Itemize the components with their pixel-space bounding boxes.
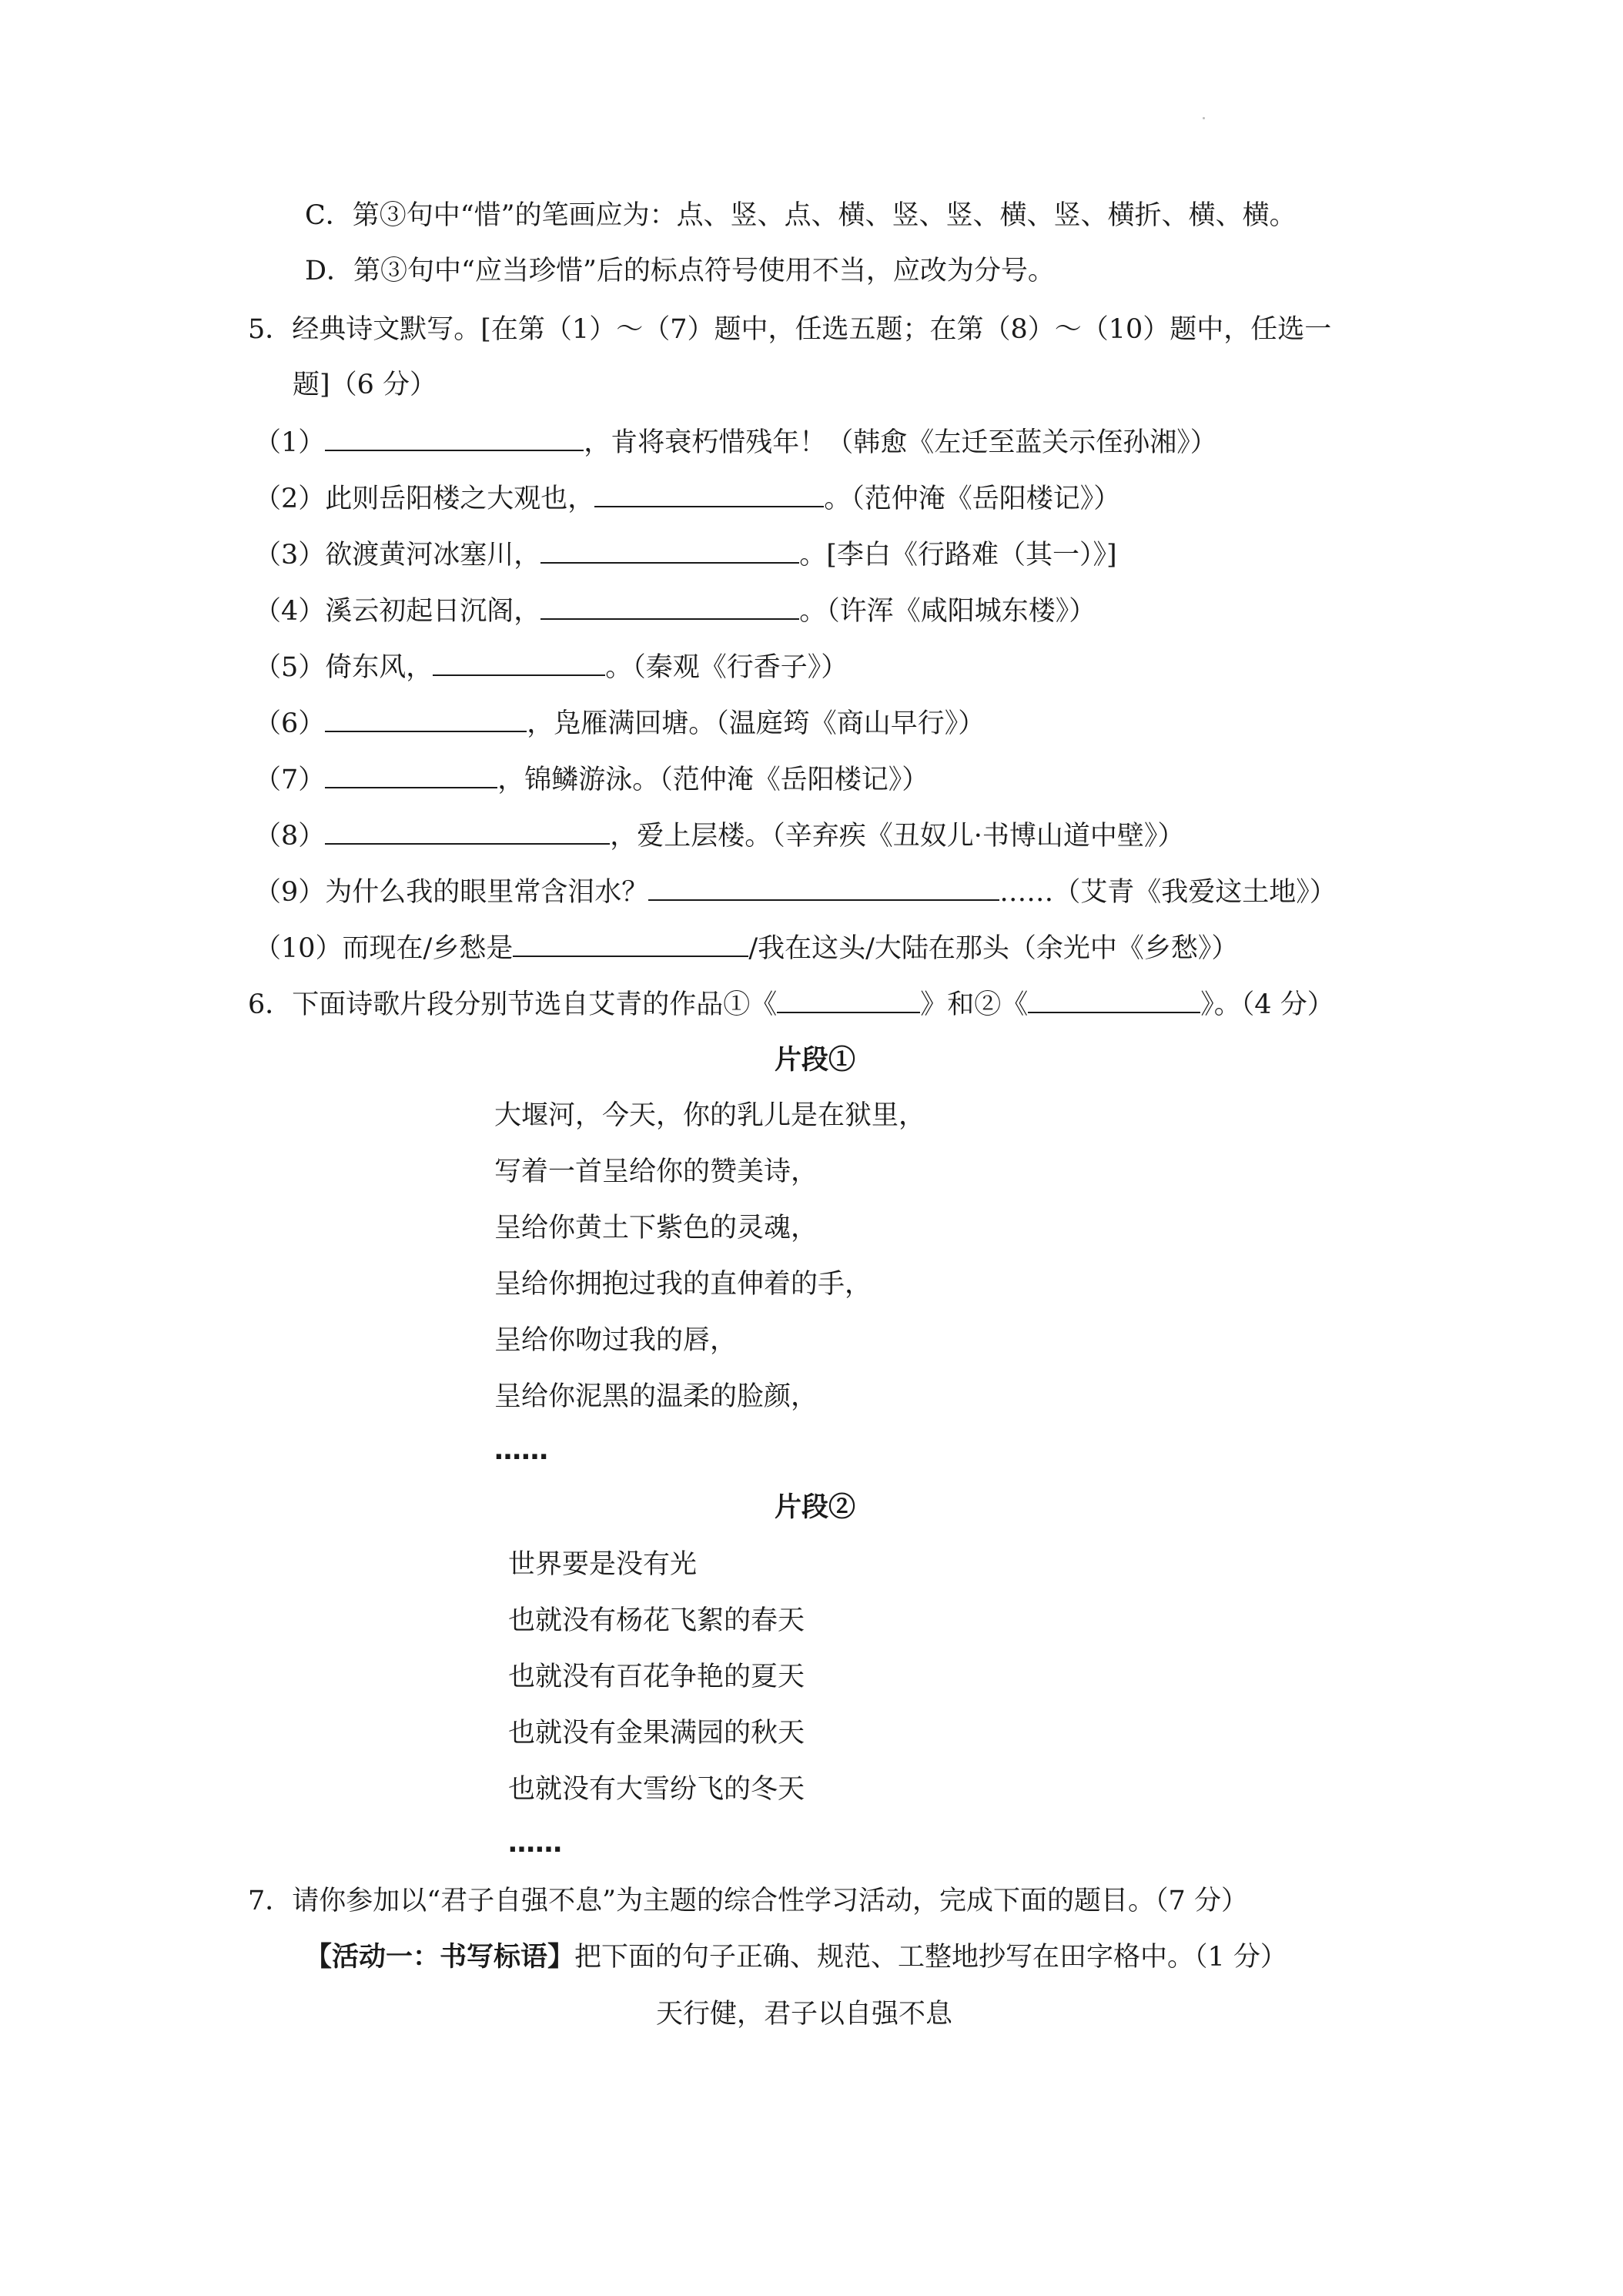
fragment2-line: 也就没有金果满园的秋天 [508, 1718, 805, 1749]
fill-blank[interactable] [540, 594, 799, 620]
activity-text: 把下面的句子正确、规范、工整地抄写在田字格中。（1 分） [574, 1942, 1287, 1973]
item-text: 。（范仲淹《岳阳楼记》） [824, 484, 1121, 514]
item-text: 而现在/乡愁是 [342, 933, 514, 964]
fragment1-title: 片段① [775, 1044, 856, 1076]
q5-item-6 [254, 706, 985, 741]
fill-blank[interactable] [433, 650, 605, 676]
fill-blank[interactable] [648, 875, 999, 901]
item-text: 倚东风， [325, 652, 433, 683]
fill-blank[interactable] [1028, 987, 1200, 1013]
item-text: ，爱上层楼。（辛弃疾《丑奴儿·书博山道中壁》） [610, 821, 1185, 852]
fragment1-line: 呈给你拥抱过我的直伸着的手， [494, 1269, 872, 1300]
item-number: （6） [254, 708, 326, 739]
item-text: 溪云初起日沉阁， [325, 596, 541, 627]
q5-item-4 [254, 594, 1096, 628]
q5-item-3 [254, 537, 1117, 572]
item-text: 为什么我的眼里常含泪水？ [325, 877, 649, 908]
fragment1-ellipsis: …… [494, 1435, 548, 1466]
fragment1-line: 大堰河，今天，你的乳儿是在狱里， [494, 1100, 926, 1131]
item-text: ，肯将衰朽惜残年！（韩愈《左迁至蓝关示侄孙湘》） [584, 427, 1217, 458]
fragment2-line: 世界要是没有光 [508, 1549, 698, 1580]
item-text: ……（艾青《我爱这土地》） [999, 877, 1337, 908]
fill-blank[interactable] [325, 818, 610, 845]
q5-prompt-line1: 5．经典诗文默写。[在第（1）～（7）题中，任选五题；在第（8）～（10）题中，任选一 [248, 314, 1332, 345]
item-number: （3） [254, 540, 326, 571]
q6-prompt [248, 987, 1334, 1022]
fragment2-ellipsis: …… [508, 1828, 562, 1859]
q5-item-1 [254, 425, 1217, 460]
scan-speck [1203, 117, 1205, 119]
item-number: （10） [254, 933, 343, 964]
fragment1-line: 写着一首呈给你的赞美诗， [494, 1156, 818, 1187]
item-text: 。（秦观《行香子》） [605, 652, 848, 683]
fragment1-line: 呈给你黄土下紫色的灵魂， [494, 1213, 818, 1243]
fragment1-line: 呈给你泥黑的温柔的脸颜， [494, 1381, 818, 1412]
item-text: 此则岳阳楼之大观也， [325, 484, 595, 514]
fill-blank[interactable] [325, 762, 497, 788]
q5-item-7 [254, 762, 929, 797]
item-text: /我在这头/大陆在那头（余光中《乡愁》） [748, 933, 1239, 964]
q6-text-start: 6．下面诗歌片段分别节选自艾青的作品①《 [248, 989, 778, 1020]
item-text: 欲渡黄河冰塞川， [325, 540, 541, 571]
fill-blank[interactable] [325, 706, 527, 732]
item-number: （8） [254, 821, 326, 852]
q6-text-end: 》。（4 分） [1200, 989, 1334, 1020]
fragment2-line: 也就没有大雪纷飞的冬天 [508, 1774, 805, 1805]
q5-prompt-line2: 题]（6 分） [293, 370, 437, 400]
q6-text-mid: 》和②《 [920, 989, 1029, 1020]
q5-item-2 [254, 481, 1120, 516]
item-number: （2） [254, 484, 326, 514]
item-number: （4） [254, 596, 326, 627]
q5-item-9 [254, 875, 1337, 909]
fragment1-line: 呈给你吻过我的唇， [494, 1325, 738, 1356]
activity-label: 【活动一：书写标语】 [305, 1941, 575, 1973]
q7-prompt: 7．请你参加以“君子自强不息”为主题的综合性学习活动，完成下面的题目。（7 分） [248, 1886, 1248, 1916]
item-number: （7） [254, 765, 326, 795]
item-number: （9） [254, 877, 326, 908]
q7-activity-one [305, 1940, 1287, 1974]
item-text: 。（许浑《咸阳城东楼》） [799, 596, 1096, 627]
fill-blank[interactable] [594, 481, 824, 507]
fill-blank[interactable] [325, 425, 584, 451]
fragment2-line: 也就没有杨花飞絮的春天 [508, 1605, 805, 1636]
item-text: 。[李白《行路难（其一）》] [799, 540, 1117, 571]
slogan: 天行健，君子以自强不息 [656, 1999, 953, 2030]
fragment2-line: 也就没有百花争艳的夏天 [508, 1662, 805, 1692]
fill-blank[interactable] [540, 537, 799, 564]
item-number: （5） [254, 652, 326, 683]
fill-blank[interactable] [777, 987, 920, 1013]
q4-option-d: D．第③句中“应当珍惜”后的标点符号使用不当，应改为分号。 [305, 256, 1055, 286]
q4-option-c: C．第③句中“惜”的笔画应为：点、竖、点、横、竖、竖、横、竖、横折、横、横。 [305, 200, 1297, 231]
item-number: （1） [254, 427, 326, 458]
item-text: ，凫雁满回塘。（温庭筠《商山早行》） [527, 708, 986, 739]
q5-item-10 [254, 931, 1238, 966]
q5-item-8 [254, 818, 1184, 853]
q5-item-5 [254, 650, 848, 684]
fragment2-title: 片段② [775, 1491, 856, 1523]
item-text: ，锦鳞游泳。（范仲淹《岳阳楼记》） [497, 765, 929, 795]
fill-blank[interactable] [513, 931, 748, 957]
